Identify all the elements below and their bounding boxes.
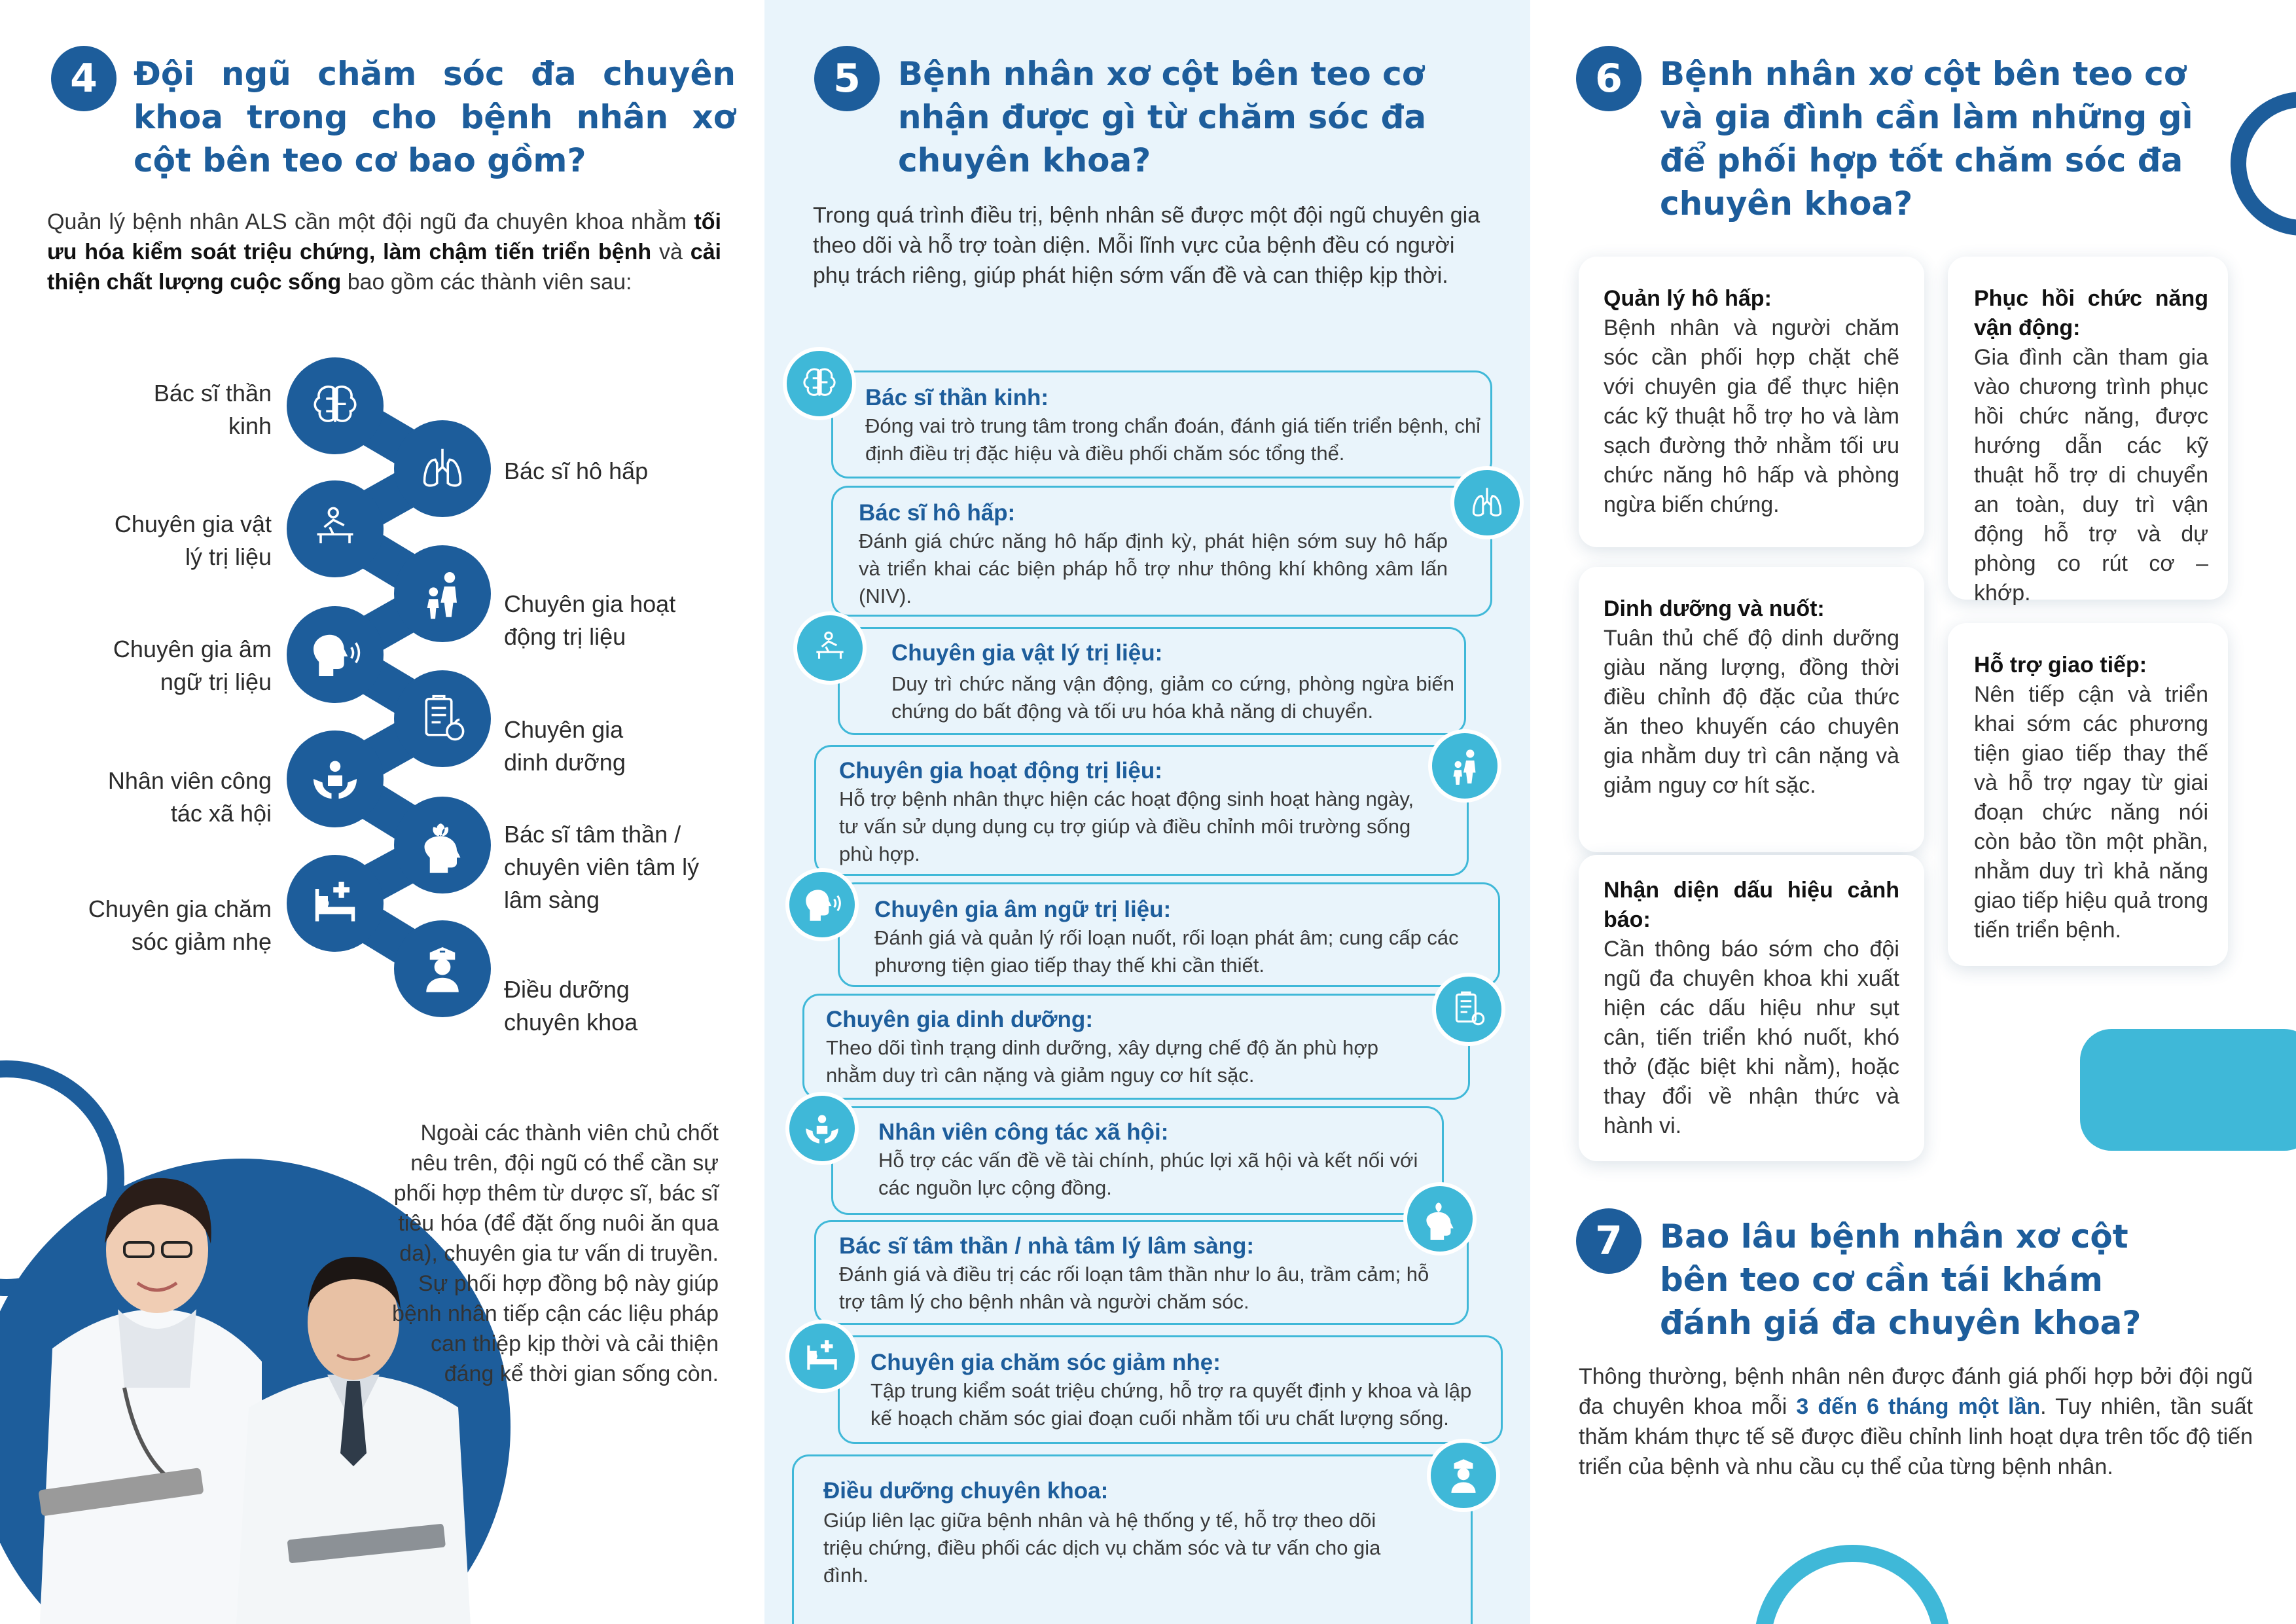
section-5-title: Bệnh nhân xơ cột bên teo cơ nhận được gì từ chăm sóc đa chuyên khoa?	[898, 55, 1427, 179]
card-occupational-therapist-text: Hỗ trợ bệnh nhân thực hiện các hoạt động sinh hoạt hàng ngày, tư vấn sử dụng dụng cụ trợ giúp và điều chỉnh môi trường sống phù hợp.	[839, 787, 1414, 865]
section-6-title: Bệnh nhân xơ cột bên teo cơ và gia đình cần làm những gì để phối hợp tốt chăm sóc đa chuyên khoa?	[1660, 55, 2193, 223]
nutrition-icon	[1432, 973, 1505, 1046]
member-label-occupational-therapist: Chuyên gia hoạt động trị liệu	[504, 590, 676, 650]
member-label-speech-therapist: Chuyên gia âm ngữ trị liệu	[113, 636, 272, 695]
section-6-number: 6	[1576, 46, 1641, 111]
card-occupational-therapist-title: Chuyên gia hoạt động trị liệu:	[839, 758, 1162, 784]
member-label-dietitian: Chuyên gia dinh dưỡng	[504, 716, 626, 776]
decor-tab-right	[2080, 1029, 2296, 1151]
card-physiotherapist-text: Duy trì chức năng vận động, giảm co cứng, phòng ngừa biến chứng do bất động và tối ưu hóa khả năng di chuyển.	[891, 672, 1454, 723]
caregiver-icon	[1428, 729, 1501, 803]
palliative-care-icon	[287, 855, 384, 952]
decor-ring-right-bottom	[1754, 1545, 1950, 1624]
section-4-number: 4	[51, 46, 117, 111]
lungs-icon	[394, 420, 491, 517]
social-care-icon	[785, 1092, 859, 1165]
member-label-social-worker: Nhân viên công tác xã hội	[107, 767, 272, 827]
section-4-extra-text: Ngoài các thành viên chủ chốt nêu trên, đội ngũ có thể cần sự phối hợp thêm từ dược sĩ, bác sĩ tiêu hóa (để đặt ống nuôi ăn qua da), chuyên gia tư vấn di truyền. Sự phối hợp đồng bộ này giúp bệnh nhân tiếp cận các liệu pháp can thiệp kịp thời và cải thiện đáng kể thời gian sống còn.	[391, 1121, 719, 1386]
box-communication-text: Hỗ trợ giao tiếp: Nên tiếp cận và triển khai sớm các phương tiện giao tiếp thay thế và hỗ trợ ngay từ giai đoạn chức năng nói còn bảo tồn một phần, nhằm duy trì khả năng giao tiếp hiệu quả trong tiến triển bệnh.	[1974, 653, 2208, 943]
nutrition-icon	[394, 670, 491, 767]
brain-icon	[783, 347, 856, 420]
card-dietitian-title: Chuyên gia dinh dưỡng:	[826, 1007, 1093, 1032]
nurse-icon	[394, 920, 491, 1017]
card-psychiatrist-title: Bác sĩ tâm thần / nhà tâm lý lâm sàng:	[839, 1233, 1255, 1259]
card-pulmonologist-title: Bác sĩ hô hấp:	[859, 500, 1016, 526]
speech-icon	[287, 606, 384, 703]
card-social-worker-text: Hỗ trợ các vấn đề về tài chính, phúc lợi xã hội và kết nối với các nguồn lực cộng đồng.	[878, 1149, 1418, 1199]
card-social-worker-title: Nhân viên công tác xã hội:	[878, 1119, 1169, 1145]
member-label-palliative: Chuyên gia chăm sóc giảm nhẹ	[88, 895, 272, 955]
section-7-title: Bao lâu bệnh nhân xơ cột bên teo cơ cần tái khám đánh giá đa chuyên khoa?	[1660, 1218, 2142, 1342]
card-palliative-text: Tập trung kiểm soát triệu chứng, hỗ trợ ra quyết định y khoa và lập kế hoạch chăm sóc giai đoạn cuối nhằm tối ưu chất lượng sống.	[870, 1379, 1472, 1430]
card-psychiatrist-text: Đánh giá và điều trị các rối loạn tâm thần như lo âu, trầm cảm; hỗ trợ tâm lý cho bệnh nhân và người chăm sóc.	[839, 1263, 1429, 1313]
card-speech-therapist-text: Đánh giá và quản lý rối loạn nuốt, rối loạn phát âm; cung cấp các phương tiện giao tiếp thay thế khi cần thiết.	[874, 926, 1459, 977]
member-label-neurologist: Bác sĩ thần kinh	[153, 380, 272, 439]
section-7-number: 7	[1576, 1208, 1641, 1274]
section-5-intro: Trong quá trình điều trị, bệnh nhân sẽ được một đội ngũ chuyên gia theo dõi và hỗ trợ toàn diện. Mỗi lĩnh vực của bệnh đều có người phụ trách riêng, giúp phát hiện sớm vấn đề và can thiệp kịp thời.	[813, 203, 1480, 288]
box-mobility-text: Phục hồi chức năng vận động: Gia đình cần tham gia vào chương trình phục hồi chức năng, được hướng dẫn các kỹ thuật hỗ trợ di chuyển an toàn, duy trì vận động hỗ trợ và dự phòng co rút cơ – khớp.	[1974, 286, 2208, 605]
member-label-physiotherapist: Chuyên gia vật lý trị liệu	[114, 511, 272, 570]
card-palliative-title: Chuyên gia chăm sóc giảm nhẹ:	[870, 1350, 1221, 1375]
box-nutrition-text: Dinh dưỡng và nuốt: Tuân thủ chế độ dinh dưỡng giàu năng lượng, đồng thời điều chỉnh độ đặc của thức ăn theo khuyến cáo chuyên gia nhằm duy trì cân nặng và giảm nguy cơ hít sặc.	[1604, 596, 1899, 798]
member-label-psychiatrist: Bác sĩ tâm thần / chuyên viên tâm lý lâm sàng	[504, 821, 700, 913]
card-dietitian-text: Theo dõi tình trạng dinh dưỡng, xây dựng chế độ ăn phù hợp nhằm duy trì cân nặng và giảm nguy cơ hít sặc.	[826, 1036, 1378, 1087]
card-nurse-text: Giúp liên lạc giữa bệnh nhân và hệ thống y tế, hỗ trợ theo dõi triệu chứng, điều phối các dịch vụ chăm sóc và tư vấn cho gia đình.	[823, 1509, 1381, 1587]
brain-icon	[287, 357, 384, 454]
section-7-text: Thông thường, bệnh nhân nên được đánh giá phối hợp bởi đội ngũ đa chuyên khoa mỗi 3 đến 6 tháng một lần. Tuy nhiên, tần suất thăm khám thực tế sẽ được điều chỉnh linh hoạt dựa trên tốc độ tiến triển của bệnh và nhu cầu cụ thể của từng bệnh nhân.	[1579, 1364, 2253, 1479]
box-warning-signs-text: Nhận diện dấu hiệu cảnh báo: Cần thông báo sớm cho đội ngũ đa chuyên khoa khi xuất hiện các dấu hiệu như sụt cân, tiến triển khó nuốt, khó thở (đặc biệt khi nằm), hoặc thay đổi về nhận thức và hành vi.	[1604, 878, 1899, 1138]
card-physiotherapist-title: Chuyên gia vật lý trị liệu:	[891, 640, 1163, 666]
social-care-icon	[287, 731, 384, 827]
mental-health-icon	[1403, 1182, 1477, 1255]
card-neurologist-text: Đóng vai trò trung tâm trong chẩn đoán, đánh giá tiến triển bệnh, chỉ định điều trị đặc hiệu và điều phối chăm sóc tổng thể.	[865, 414, 1480, 465]
mental-health-icon	[394, 797, 491, 893]
card-neurologist-title: Bác sĩ thần kinh:	[865, 385, 1049, 410]
lungs-icon	[1450, 466, 1524, 539]
member-label-pulmonologist: Bác sĩ hô hấp	[504, 458, 649, 484]
section-4-intro: Quản lý bệnh nhân ALS cần một đội ngũ đa chuyên khoa nhằm tối ưu hóa kiểm soát triệu chứng, làm chậm tiến triển bệnh và cải thiện chất lượng cuộc sống bao gồm các thành viên sau:	[47, 209, 721, 295]
physiotherapy-icon	[793, 611, 867, 685]
box-respiratory-text: Quản lý hô hấp: Bệnh nhân và người chăm sóc cần phối hợp chặt chẽ với chuyên gia để thực hiện các kỹ thuật hỗ trợ ho và làm sạch đường thở nhằm tối ưu chức năng hô hấp và phòng ngừa biến chứng.	[1604, 286, 1899, 517]
card-nurse-title: Điều dưỡng chuyên khoa:	[823, 1478, 1109, 1504]
card-pulmonologist-text: Đánh giá chức năng hô hấp định kỳ, phát hiện sớm suy hô hấp và triển khai các biện pháp hỗ trợ như thông khí không xâm lấn (NIV).	[859, 530, 1448, 607]
section-4-title: Đội ngũ chăm sóc đa chuyên khoa trong cho bệnh nhân xơ cột bên teo cơ bao gồm?	[134, 55, 736, 179]
member-label-nurse: Điều dưỡng chuyên khoa	[504, 976, 638, 1036]
section-5-number: 5	[814, 46, 880, 111]
decor-ring-right-top	[2231, 92, 2296, 236]
caregiver-icon	[394, 545, 491, 642]
nurse-icon	[1427, 1439, 1500, 1512]
palliative-care-icon	[785, 1320, 859, 1393]
card-speech-therapist-title: Chuyên gia âm ngữ trị liệu:	[874, 897, 1172, 922]
speech-icon	[785, 868, 859, 941]
physiotherapy-icon	[287, 480, 384, 577]
